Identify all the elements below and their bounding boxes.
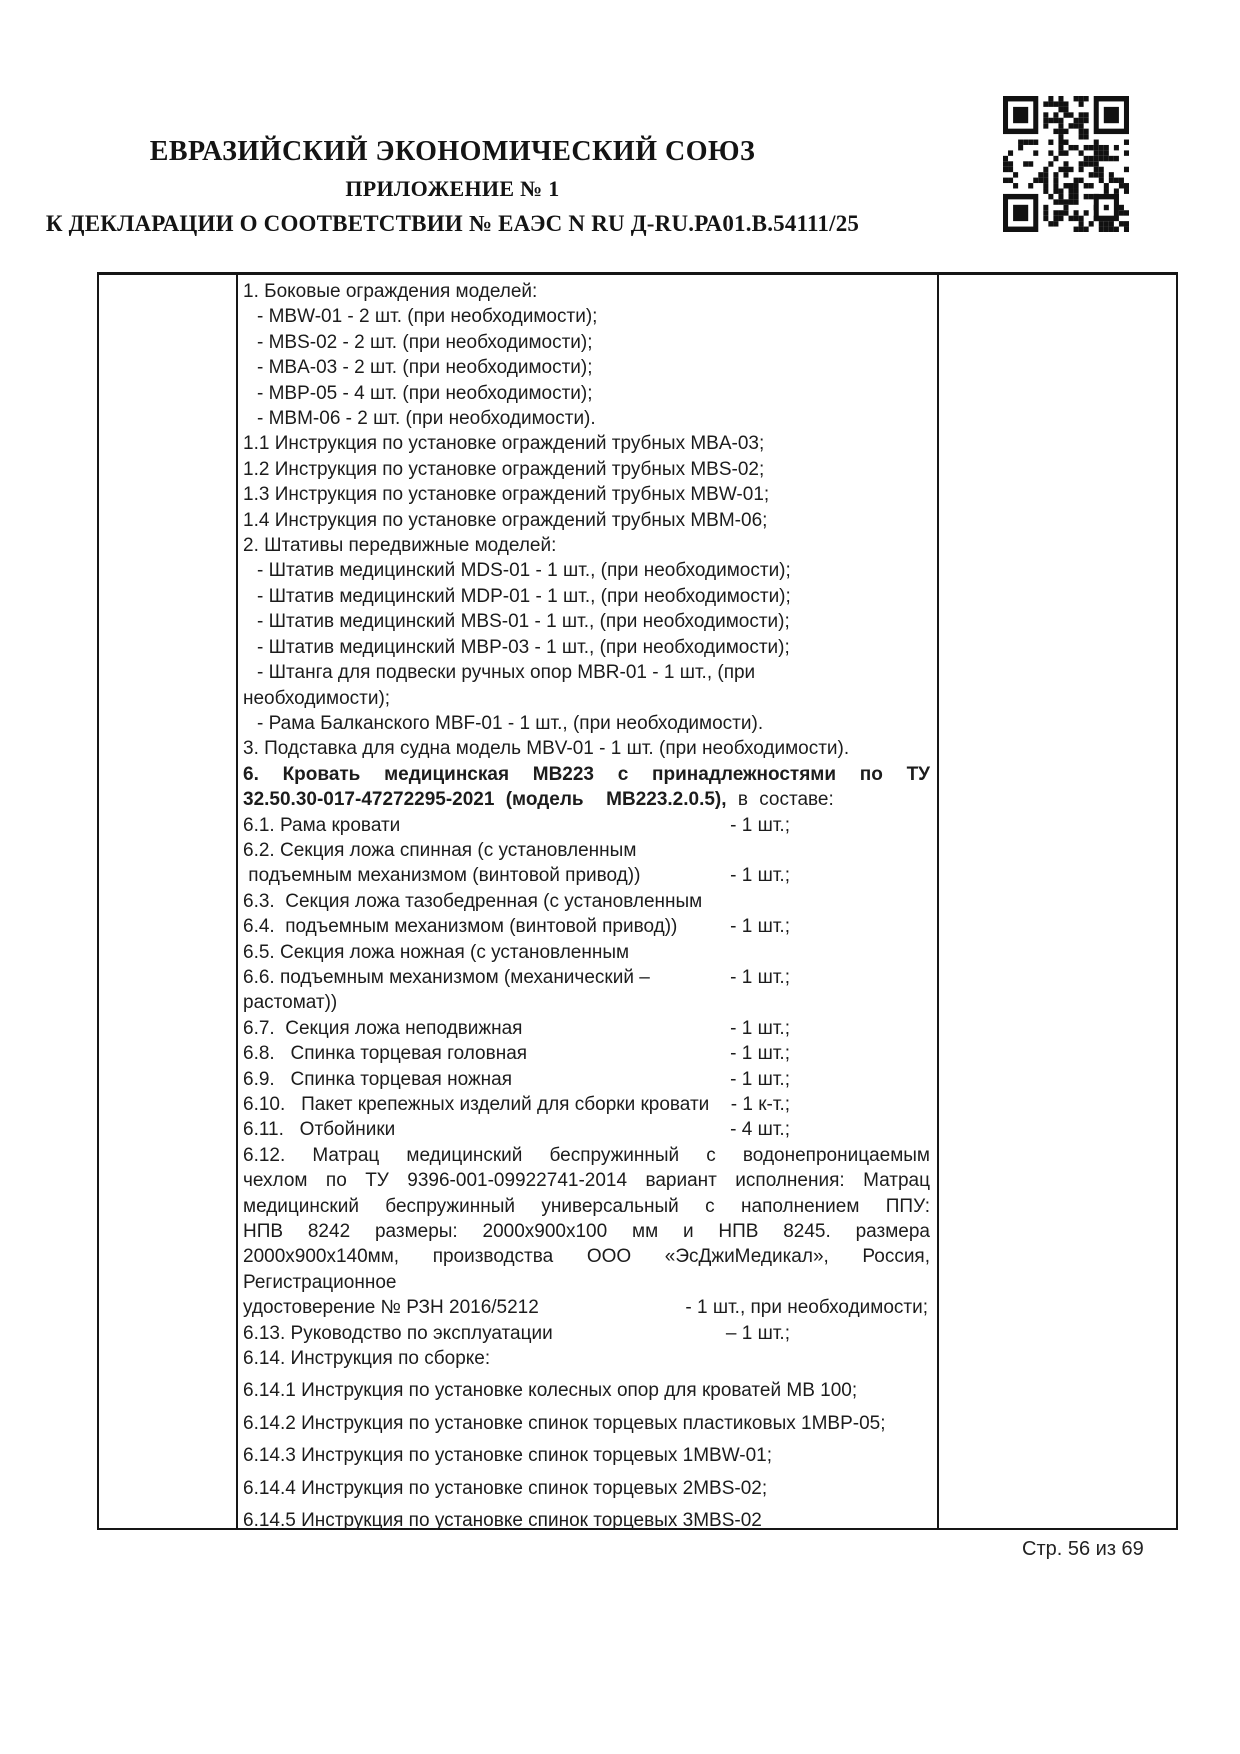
row-text: - MBW-01 - 2 шт. (при необходимости); bbox=[257, 306, 598, 328]
table-row bbox=[243, 1067, 930, 1092]
row-quantity: - 1 шт.; bbox=[730, 1043, 790, 1065]
table-row bbox=[243, 1476, 930, 1501]
row-text: - Штатив медицинский MBS-01 - 1 шт., (при необходимости); bbox=[257, 611, 790, 633]
table-row bbox=[243, 736, 930, 761]
table-row bbox=[243, 762, 942, 813]
row-text: - Штанга для подвески ручных опор MBR-01 - 1 шт., (при bbox=[257, 662, 756, 684]
row-text: 1.2 Инструкция по установке ограждений трубных MBS-02; bbox=[243, 458, 765, 480]
table-row bbox=[243, 1321, 930, 1346]
table-row bbox=[243, 584, 930, 609]
row-text: - MBA-03 - 2 шт. (при необходимости); bbox=[257, 357, 593, 379]
table-row bbox=[243, 558, 930, 583]
table-left-column bbox=[99, 275, 238, 1528]
table-row bbox=[243, 660, 930, 685]
row-quantity: - 1 шт.; bbox=[730, 1068, 790, 1090]
table-row bbox=[243, 686, 930, 711]
table-row bbox=[243, 1346, 930, 1371]
row-text: 6.14.4 Инструкция по установке спинок торцевых 2MBS-02; bbox=[243, 1477, 768, 1499]
table-row bbox=[243, 1295, 930, 1320]
table-row bbox=[243, 381, 930, 406]
table-row bbox=[243, 406, 930, 431]
row-text: 1. Боковые ограждения моделей: bbox=[243, 281, 538, 302]
row-quantity: – 1 шт.; bbox=[725, 1322, 790, 1344]
table-row bbox=[243, 1443, 930, 1468]
table-row bbox=[243, 940, 930, 965]
row-quantity: - 4 шт.; bbox=[730, 1119, 790, 1141]
row-text: 6.6. подъемным механизмом (механический – растомат)) bbox=[243, 966, 656, 1014]
row-text: 6.8. Спинка торцевая головная bbox=[243, 1043, 528, 1065]
qr-code-icon bbox=[1003, 96, 1129, 232]
row-text-bold: 6. Кровать медицинская МВ223 с принадлежностями по ТУ 32.50.30-017-47272295-2021 (модель МВ223.2.0.5), bbox=[243, 763, 942, 811]
row-text: 3. Подставка для судна модель MBV-01 - 1 шт. (при необходимости). bbox=[243, 738, 850, 760]
row-text: - MBP-05 - 4 шт. (при необходимости); bbox=[257, 382, 593, 404]
row-text: - MBS-02 - 2 шт. (при необходимости); bbox=[257, 331, 593, 353]
header-declaration-number: К ДЕКЛАРАЦИИ О СООТВЕТСТВИИ № ЕАЭС N RU Д-RU.РА01.В.54111/25 bbox=[45, 211, 860, 236]
header-annex-title: ПРИЛОЖЕНИЕ № 1 bbox=[345, 176, 560, 201]
table-row bbox=[243, 1117, 930, 1142]
table-row bbox=[243, 863, 930, 888]
table-row bbox=[243, 965, 930, 1016]
row-quantity: - 1 шт.; bbox=[730, 1017, 790, 1039]
row-text: 6.3. Секция ложа тазобедренная (с установленным bbox=[243, 890, 703, 912]
table-row bbox=[243, 508, 930, 533]
row-text: подъемным механизмом (винтовой привод)) bbox=[243, 865, 641, 887]
row-text: 6.4. подъемным механизмом (винтовой привод)) bbox=[243, 916, 678, 938]
row-text: 6.14.1 Инструкция по установке колесных опор для кроватей МВ 100; bbox=[243, 1380, 858, 1402]
row-text: 1.3 Инструкция по установке ограждений трубных MBW-01; bbox=[243, 484, 770, 506]
row-quantity: - 1 шт.; bbox=[730, 966, 790, 988]
row-quantity: - 1 шт.; bbox=[730, 916, 790, 938]
table-row bbox=[243, 1016, 930, 1041]
row-text: 6.5. Секция ложа ножная (с установленным bbox=[243, 941, 630, 963]
table-row bbox=[243, 813, 930, 838]
table-row bbox=[243, 431, 930, 456]
row-text: 2. Штативы передвижные моделей: bbox=[243, 535, 557, 557]
row-text: - Штатив медицинский MDS-01 - 1 шт., (при необходимости); bbox=[257, 560, 791, 582]
table-row bbox=[243, 330, 930, 355]
table-row bbox=[243, 1411, 930, 1436]
row-text: - Рама Балканского MBF-01 - 1 шт., (при необходимости). bbox=[257, 712, 764, 734]
table-row bbox=[243, 482, 930, 507]
row-text: в составе: bbox=[726, 789, 834, 811]
table-right-column bbox=[939, 275, 1176, 1528]
row-text: 1.1 Инструкция по установке ограждений трубных MBA-03; bbox=[243, 433, 765, 455]
row-text: - Штатив медицинский MDP-01 - 1 шт., (при необходимости); bbox=[257, 585, 791, 607]
table-row bbox=[243, 1092, 930, 1117]
table-row bbox=[243, 304, 930, 329]
table-main-column bbox=[238, 275, 947, 1532]
table-row bbox=[243, 533, 930, 558]
table-row bbox=[243, 457, 930, 482]
table-row bbox=[243, 838, 930, 863]
contents-table bbox=[97, 272, 1178, 1530]
table-row bbox=[243, 1378, 930, 1403]
row-text: - Штатив медицинский MBP-03 - 1 шт., (при необходимости); bbox=[257, 636, 790, 658]
table-row bbox=[243, 609, 930, 634]
table-row bbox=[243, 889, 930, 914]
table-row bbox=[243, 711, 930, 736]
row-text: 6.7. Секция ложа неподвижная bbox=[243, 1017, 523, 1039]
header-union-title: ЕВРАЗИЙСКИЙ ЭКОНОМИЧЕСКИЙ СОЮЗ bbox=[149, 136, 756, 167]
table-row bbox=[243, 279, 930, 304]
row-text: 6.10. Пакет крепежных изделий для сборки кровати bbox=[243, 1094, 710, 1115]
row-text: 6.9. Спинка торцевая ножная bbox=[243, 1068, 512, 1090]
table-row bbox=[243, 1508, 930, 1533]
page-number: Стр. 56 из 69 bbox=[1022, 1538, 1144, 1560]
document-header bbox=[40, 136, 865, 237]
table-row bbox=[243, 1143, 947, 1295]
row-text: 6.2. Секция ложа спинная (с установленным bbox=[243, 839, 637, 861]
row-quantity: - 1 к-т.; bbox=[730, 1094, 790, 1115]
table-row bbox=[243, 914, 930, 939]
row-text: необходимости); bbox=[243, 687, 391, 709]
row-text: 6.1. Рама кровати bbox=[243, 814, 401, 836]
row-quantity: - 1 шт.; bbox=[730, 865, 790, 887]
row-text: 6.14.2 Инструкция по установке спинок торцевых пластиковых 1МВР-05; bbox=[243, 1412, 886, 1434]
row-text: 6.14.3 Инструкция по установке спинок торцевых 1MBW-01; bbox=[243, 1445, 773, 1467]
table-row bbox=[243, 355, 930, 380]
row-text: удостоверение № РЗН 2016/5212 bbox=[243, 1297, 539, 1319]
row-quantity: - 1 шт.; bbox=[730, 814, 790, 836]
row-text: 6.12. Матрац медицинский беспружинный с водонепроницаемым чехлом по ТУ 9396-001-09922741-2014 вариант исполнения: Матрац медицинский беспружинный универсальный с наполнением ППУ: НПВ 8242 размеры: 2000х900х100 мм и НПВ 8245. размера 2000х900х140мм, производства ООО «ЭсДжиМедикал», Россия, Регистрационное bbox=[243, 1144, 947, 1293]
table-row bbox=[243, 635, 930, 660]
row-text: 6.11. Отбойники bbox=[243, 1119, 396, 1141]
row-text: 6.13. Руководство по эксплуатации bbox=[243, 1322, 553, 1344]
row-text: 6.14. Инструкция по сборке: bbox=[243, 1348, 491, 1370]
row-text: 6.14.5 Инструкция по установке спинок торцевых 3MBS-02 bbox=[243, 1510, 762, 1532]
row-text: - MBM-06 - 2 шт. (при необходимости). bbox=[257, 408, 596, 430]
row-text: 1.4 Инструкция по установке ограждений трубных MBM-06; bbox=[243, 509, 768, 531]
table-row bbox=[243, 1041, 930, 1066]
row-quantity: - 1 шт., при необходимости; bbox=[685, 1297, 928, 1319]
